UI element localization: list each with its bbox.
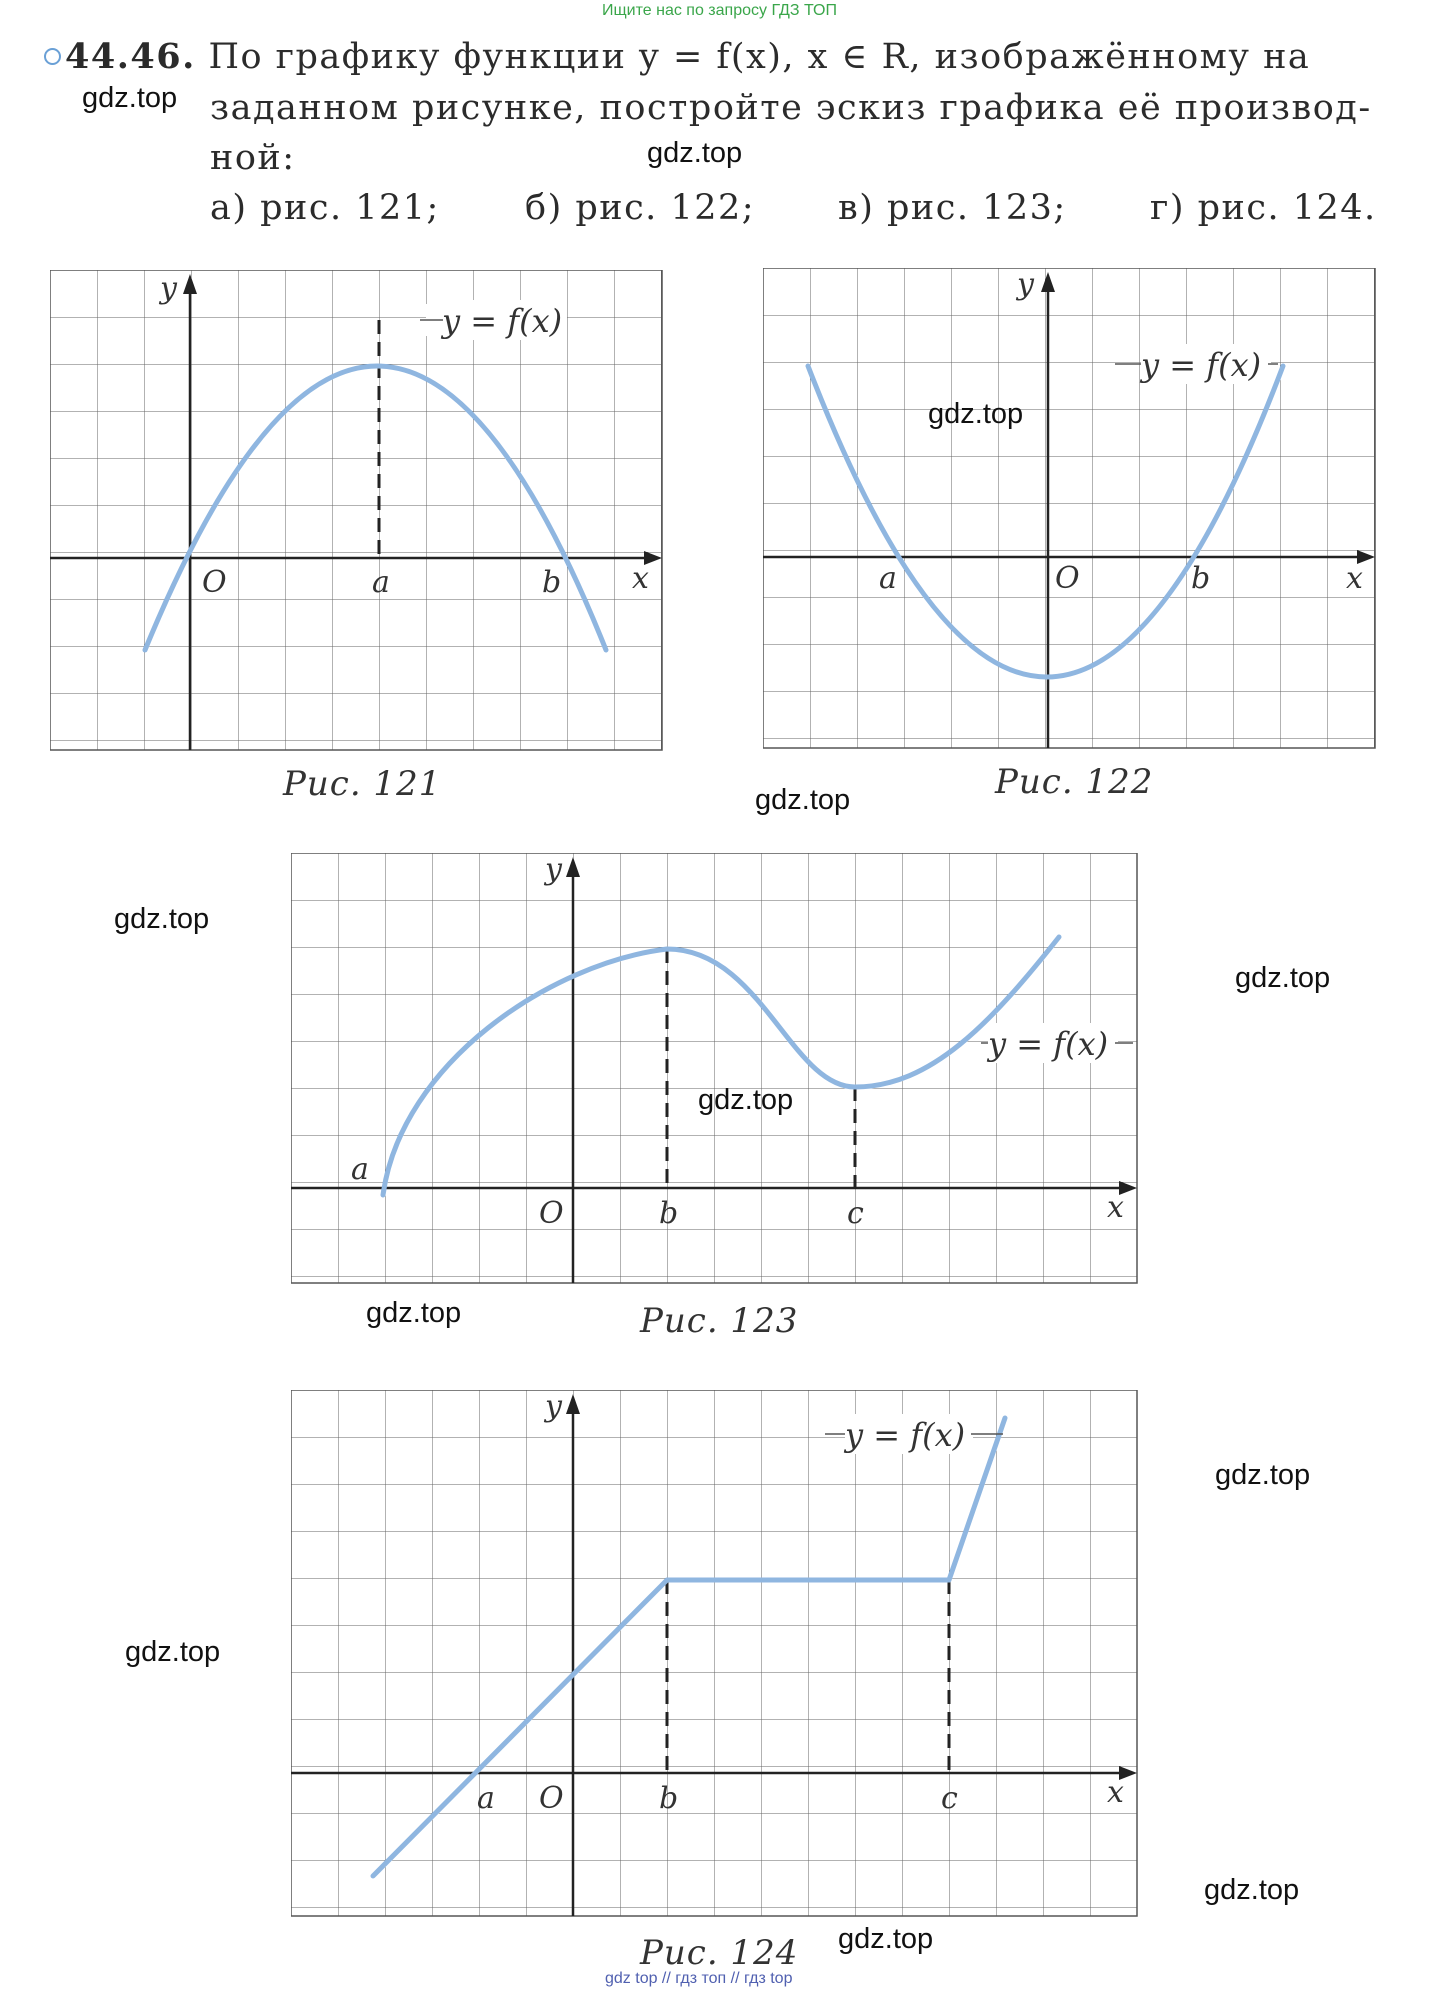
watermark: gdz.top — [698, 1084, 794, 1116]
problem-line-1 — [44, 36, 1310, 77]
caption-124: Рис. 124 — [640, 1933, 799, 1973]
figure-124 — [291, 1390, 1145, 1920]
watermark: gdz.top — [82, 82, 178, 114]
part-b: б) рис. 122; — [525, 188, 756, 228]
axis-x-label: x — [1346, 561, 1363, 596]
axis-y-label: y — [545, 1390, 562, 1424]
axis-y-label: y — [160, 271, 177, 306]
part-a: а) рис. 121; — [210, 188, 440, 228]
axis-y-label: y — [545, 853, 562, 887]
watermark: gdz.top — [755, 784, 851, 816]
footer-text: gdz top // гдз топ // гдз top — [605, 1970, 793, 1987]
func-label: y = f(x) — [988, 1025, 1109, 1063]
point-b-label: b — [1191, 561, 1211, 596]
circle-marker-icon — [44, 48, 61, 65]
point-b-label: b — [659, 1196, 679, 1231]
axis-y-label: y — [1017, 268, 1034, 302]
origin-label: O — [539, 1196, 564, 1231]
problem-line-2: заданном рисунке, постройте эскиз графика её производ- — [210, 88, 1372, 128]
caption-121: Рис. 121 — [283, 764, 442, 804]
watermark: gdz.top — [1235, 962, 1331, 994]
figure-121 — [50, 270, 666, 754]
watermark: gdz.top — [114, 903, 210, 935]
watermark: gdz.top — [838, 1923, 934, 1955]
func-label: y = f(x) — [845, 1416, 966, 1454]
point-c-label: c — [847, 1196, 864, 1231]
point-a-label: a — [372, 565, 390, 600]
watermark: gdz.top — [928, 398, 1024, 430]
caption-123: Рис. 123 — [640, 1301, 799, 1341]
origin-label: O — [539, 1781, 564, 1816]
point-a-label: a — [477, 1781, 495, 1816]
func-label: y = f(x) — [442, 302, 563, 340]
part-c: в) рис. 123; — [838, 188, 1067, 228]
point-b-label: b — [659, 1781, 679, 1816]
part-d: г) рис. 124. — [1150, 188, 1377, 228]
watermark: gdz.top — [1215, 1459, 1311, 1491]
origin-label: O — [1055, 561, 1080, 596]
problem-text-1: По графику функции y = f(x), x ∈ R, изображённому на — [208, 37, 1311, 77]
figure-122 — [763, 268, 1379, 752]
watermark: gdz.top — [1204, 1874, 1300, 1906]
point-c-label: c — [941, 1781, 958, 1816]
point-a-label: a — [351, 1152, 369, 1187]
point-a-label: a — [879, 561, 897, 596]
figure-123 — [291, 853, 1145, 1287]
axis-x-label: x — [632, 561, 649, 596]
watermark: gdz.top — [647, 137, 743, 169]
axis-x-label: x — [1107, 1190, 1124, 1225]
problem-number: 44.46. — [65, 36, 196, 77]
point-b-label: b — [542, 565, 562, 600]
axis-x-label: x — [1107, 1775, 1124, 1810]
top-banner: Ищите нас по запросу ГДЗ ТОП — [602, 2, 837, 19]
problem-line-3: ной: — [210, 138, 296, 178]
watermark: gdz.top — [366, 1297, 462, 1329]
caption-122: Рис. 122 — [995, 762, 1154, 802]
watermark: gdz.top — [125, 1636, 221, 1668]
origin-label: O — [202, 565, 227, 600]
func-label: y = f(x) — [1141, 346, 1262, 384]
